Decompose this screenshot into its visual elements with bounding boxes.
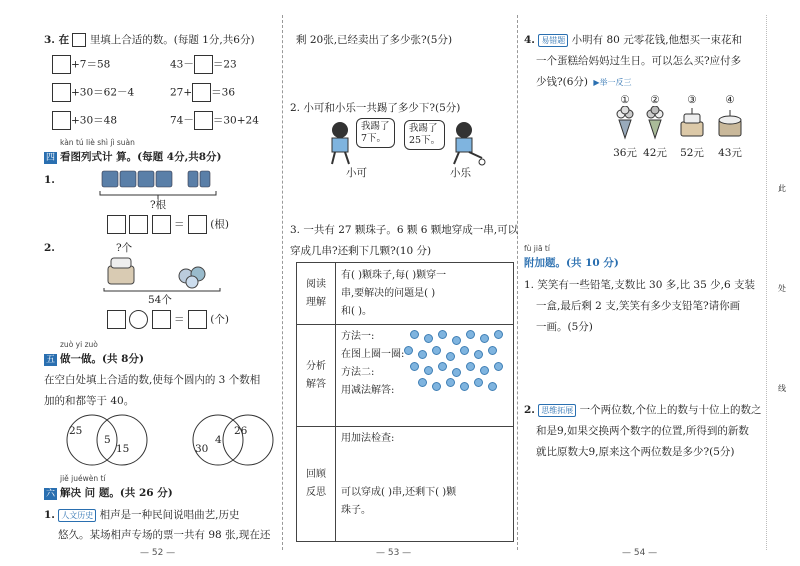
bead-dot <box>494 330 503 339</box>
bead-dot <box>474 350 483 359</box>
bead-dot <box>488 346 497 355</box>
venn-value: 25 <box>69 425 83 437</box>
e1-line: 一画。(5分) <box>536 321 593 333</box>
table-row <box>297 263 514 325</box>
section-heading-6: 六 解决 问 题。(共 26 分) <box>46 487 173 499</box>
cake-icon <box>716 106 744 140</box>
q4-line: 少钱?(6分) ▶举一反三 <box>536 76 632 88</box>
operator-box[interactable] <box>129 310 148 329</box>
page-number: — 52 — <box>140 548 176 558</box>
bead-dot <box>410 362 419 371</box>
bead-dot <box>480 366 489 375</box>
bead-dot <box>418 378 427 387</box>
bead-dot <box>452 336 461 345</box>
answer-box[interactable] <box>52 83 71 102</box>
section-pinyin: jiě juéwèn tí <box>60 474 106 483</box>
bead-dot <box>466 362 475 371</box>
bead-dot <box>438 362 447 371</box>
flower-bouquet-icon <box>613 106 637 140</box>
total-label: 54个 <box>148 294 172 306</box>
answer-box[interactable] <box>152 215 171 234</box>
q4-line: 一个蛋糕给妈妈过生日。可以怎么买?应付多 <box>536 55 742 67</box>
table-row <box>297 427 514 542</box>
extra-heading: 附加题。(共 10 分) <box>524 257 619 269</box>
section-pinyin: kàn tú liè shì jì suàn <box>60 138 135 147</box>
fill-item: +7＝58 <box>52 55 110 74</box>
page-number: — 54 — <box>622 548 658 558</box>
side-mark: 此 <box>778 184 786 193</box>
bead-dot <box>438 330 447 339</box>
answer-box[interactable] <box>107 310 126 329</box>
q3-heading: 3. 在 里填上合适的数。(每题 1分,共6分) <box>44 34 255 46</box>
q1-line: 1. 人文历史 相声是一种民间说唱曲艺,历史 <box>44 509 240 521</box>
child-name: 小可 <box>346 167 367 179</box>
question-label: ?个 <box>116 242 133 254</box>
category-tag: 人文历史 <box>58 509 96 522</box>
row-label: 分析 解答 <box>297 325 336 427</box>
bead-dot <box>404 346 413 355</box>
equation-row: ＝ (根) <box>107 215 229 234</box>
e2-line: 就比原数大9,原来这个两位数是多少?(5分) <box>536 446 735 458</box>
answer-box[interactable] <box>107 215 126 234</box>
fill-item: 74－ ＝30+24 <box>170 111 259 130</box>
answer-box[interactable] <box>52 111 71 130</box>
q2-text: 2. 小可和小乐一共踢了多少下?(5分) <box>290 102 461 114</box>
bead-dot <box>424 366 433 375</box>
row-content[interactable]: 有( )颗珠子,每( )颗穿一 串,要解决的问题是( ) 和( )。 <box>336 263 514 325</box>
section-pinyin: fù jiā tí <box>524 244 550 253</box>
bead-dot <box>432 346 441 355</box>
side-mark: 处 <box>778 284 786 293</box>
e1-line: 一盒,最后剩 2 支,笑笑有多少支铅笔?请你画 <box>536 300 741 312</box>
category-tag: 易错题 <box>538 34 568 47</box>
answer-box[interactable] <box>52 55 71 74</box>
row-content[interactable]: 方法一: 在图上圈一圈: 方法二: 用减法解答: <box>336 325 514 427</box>
bead-dot <box>452 368 461 377</box>
fill-item: 43－ ＝23 <box>170 55 237 74</box>
flower-bouquet-icon <box>643 106 667 140</box>
bead-dot <box>480 334 489 343</box>
section-pinyin: zuò yi zuò <box>60 340 98 349</box>
page-number: — 53 — <box>376 548 412 558</box>
bead-dot <box>446 378 455 387</box>
product-item: ② 42元 <box>643 94 667 159</box>
bead-dot <box>432 382 441 391</box>
venn-value: 15 <box>116 443 130 455</box>
child-figure-1 <box>322 120 358 166</box>
fill-item: +30＝62－4 <box>52 83 134 102</box>
bead-dot <box>488 382 497 391</box>
bead-dot <box>460 346 469 355</box>
fill-item: 27+ ＝36 <box>170 83 235 102</box>
instruction-line: 加的和都等于 40。 <box>44 395 135 407</box>
fill-item: +30＝48 <box>52 111 117 130</box>
section-heading-5: 五 做一做。(共 8分) <box>46 353 144 365</box>
answer-box[interactable] <box>72 33 86 47</box>
bead-dot <box>474 378 483 387</box>
q3-line: 穿成几串?还剩下几颗?(10 分) <box>290 245 432 257</box>
section-number-icon: 四 <box>46 153 56 163</box>
extension-tag: ▶举一反三 <box>593 78 632 87</box>
row-content[interactable]: 用加法检查: 可以穿成( )串,还剩下( )颗 珠子。 <box>336 427 514 542</box>
venn-value: 5 <box>104 434 111 446</box>
bundle-label: ?根 <box>150 199 167 211</box>
bead-dot <box>446 352 455 361</box>
section-heading-4: 四 看图列式计 算。(每题 4分,共8分) <box>46 151 222 163</box>
answer-box[interactable] <box>194 55 213 74</box>
bead-dot <box>418 350 427 359</box>
bead-dot <box>494 362 503 371</box>
e1-line: 1. 笑笑有一些铅笔,支数比 30 多,比 35 少,6 支装 <box>524 279 755 291</box>
child-name: 小乐 <box>450 167 471 179</box>
product-item: ① 36元 <box>613 94 637 159</box>
section-number-icon: 五 <box>46 355 56 365</box>
venn-value: 4 <box>215 434 222 446</box>
bead-dot <box>460 382 469 391</box>
answer-box[interactable] <box>188 215 207 234</box>
answer-box[interactable] <box>192 83 211 102</box>
e2-line: 和是9,如果交换两个数字的位置,所得到的新数 <box>536 425 749 437</box>
analysis-table <box>296 262 514 542</box>
column-divider <box>282 15 283 550</box>
binding-line <box>766 15 767 550</box>
bead-dot <box>424 334 433 343</box>
speech-bubble-2: 我踢了 25下。 <box>404 120 445 150</box>
answer-box[interactable] <box>152 310 171 329</box>
e2-line: 2. 思维拓展 一个两位数,个位上的数与十位上的数之 <box>524 404 762 416</box>
section-number-icon: 六 <box>46 489 56 499</box>
answer-box[interactable] <box>188 310 207 329</box>
q1-line: 悠久。某场相声专场的票一共有 98 张,现在还 <box>58 529 271 541</box>
venn-value: 30 <box>195 443 209 455</box>
venn-value: 26 <box>234 425 248 437</box>
q1-continuation: 剩 20张,已经卖出了多少张?(5分) <box>296 34 453 46</box>
column-divider <box>517 15 518 550</box>
row-label: 回顾 反思 <box>297 427 336 542</box>
product-item: ③ 52元 <box>676 94 708 160</box>
q3-line: 3. 一共有 27 颗珠子。6 颗 6 颗地穿成一串,可以 <box>290 224 519 236</box>
equation-row: ＝ (个) <box>107 310 229 329</box>
bead-dot <box>466 330 475 339</box>
side-mark: 线 <box>778 384 786 393</box>
problem-number: 2. <box>44 242 55 254</box>
cake-icon <box>678 106 706 140</box>
operator-box[interactable] <box>129 215 148 234</box>
speech-bubble-1: 我踢了 7下。 <box>356 118 395 148</box>
row-label: 阅读 理解 <box>297 263 336 325</box>
cake-fruit-illustration <box>102 252 222 292</box>
bundles-illustration <box>100 168 220 190</box>
product-item: ④ 43元 <box>714 94 746 160</box>
category-tag: 思维拓展 <box>538 404 576 417</box>
child-figure-2 <box>446 120 486 166</box>
instruction-line: 在空白处填上合适的数,使每个圆内的 3 个数相 <box>44 374 261 386</box>
answer-box[interactable] <box>194 111 213 130</box>
venn-diagram-2 <box>184 412 284 468</box>
bead-dot <box>410 330 419 339</box>
q4-line: 4. 易错题 小明有 80 元零花钱,他想买一束花和 <box>524 34 743 46</box>
problem-number: 1. <box>44 174 55 186</box>
